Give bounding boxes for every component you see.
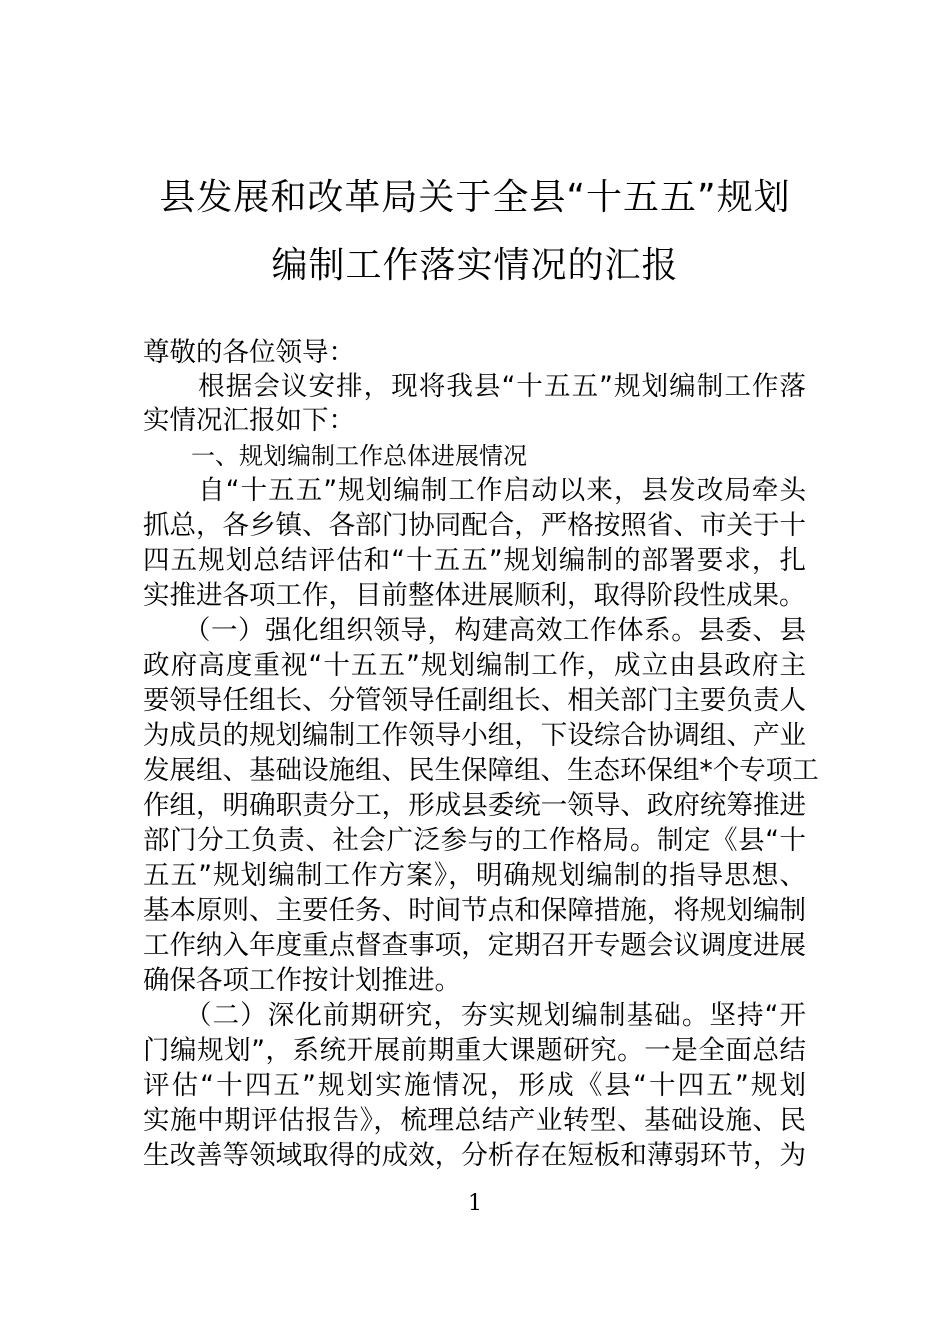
document-title-line-1: 县发展和改革局关于全县“十五五”规划 [159,177,791,218]
body-line: 评估“十四五”规划实施情况，形成《县“十四五”规划 [143,1070,806,1101]
body-line: 实推进各项工作，目前整体进展顺利，取得阶段性成果。 [143,580,806,611]
salutation: 尊敬的各位领导： [143,337,355,368]
body-line: 政府高度重视“十五五”规划编制工作，成立由县政府主 [143,650,806,681]
body-line: 门编规划”，系统开展前期重大课题研究。一是全面总结 [143,1035,806,1066]
body-line: 实施中期评估报告》，梳理总结产业转型、基础设施、民 [143,1105,806,1136]
body-line: 为成员的规划编制工作领导小组，下设综合协调组、产业 [143,720,806,751]
body-line: 发展组、基础设施组、民生保障组、生态环保组*个专项工 [143,755,819,786]
body-line: （一）强化组织领导，构建高效工作体系。县委、县 [143,615,806,646]
document-title-line-2: 编制工作落实情况的汇报 [271,245,679,286]
body-line: 四五规划总结评估和“十五五”规划编制的部署要求，扎 [143,545,806,576]
body-line: 确保各项工作按计划推进。 [143,965,461,996]
section-heading: 一、规划编制工作总体进展情况 [143,442,527,470]
body-line: 根据会议安排，现将我县“十五五”规划编制工作落 [143,371,806,402]
page-number: 1 [468,1191,482,1216]
body-line: （二）深化前期研究，夯实规划编制基础。坚持“开 [143,1000,806,1031]
body-line: 抓总，各乡镇、各部门协同配合，严格按照省、市关于十 [143,510,806,541]
body-line: 生改善等领域取得的成效，分析存在短板和薄弱环节，为 [143,1140,806,1171]
body-line: 作组，明确职责分工，形成县委统一领导、政府统筹推进 [143,790,806,821]
body-line: 实情况汇报如下： [143,405,355,436]
body-line: 工作纳入年度重点督查事项，定期召开专题会议调度进展 [143,930,806,961]
body-line: 要领导任组长、分管领导任副组长、相关部门主要负责人 [143,685,806,716]
body-line: 自“十五五”规划编制工作启动以来，县发改局牵头 [143,475,806,506]
body-line: 五五”规划编制工作方案》，明确规划编制的指导思想、 [143,860,806,891]
body-line: 基本原则、主要任务、时间节点和保障措施，将规划编制 [143,895,806,926]
body-line: 部门分工负责、社会广泛参与的工作格局。制定《县“十 [143,825,806,856]
